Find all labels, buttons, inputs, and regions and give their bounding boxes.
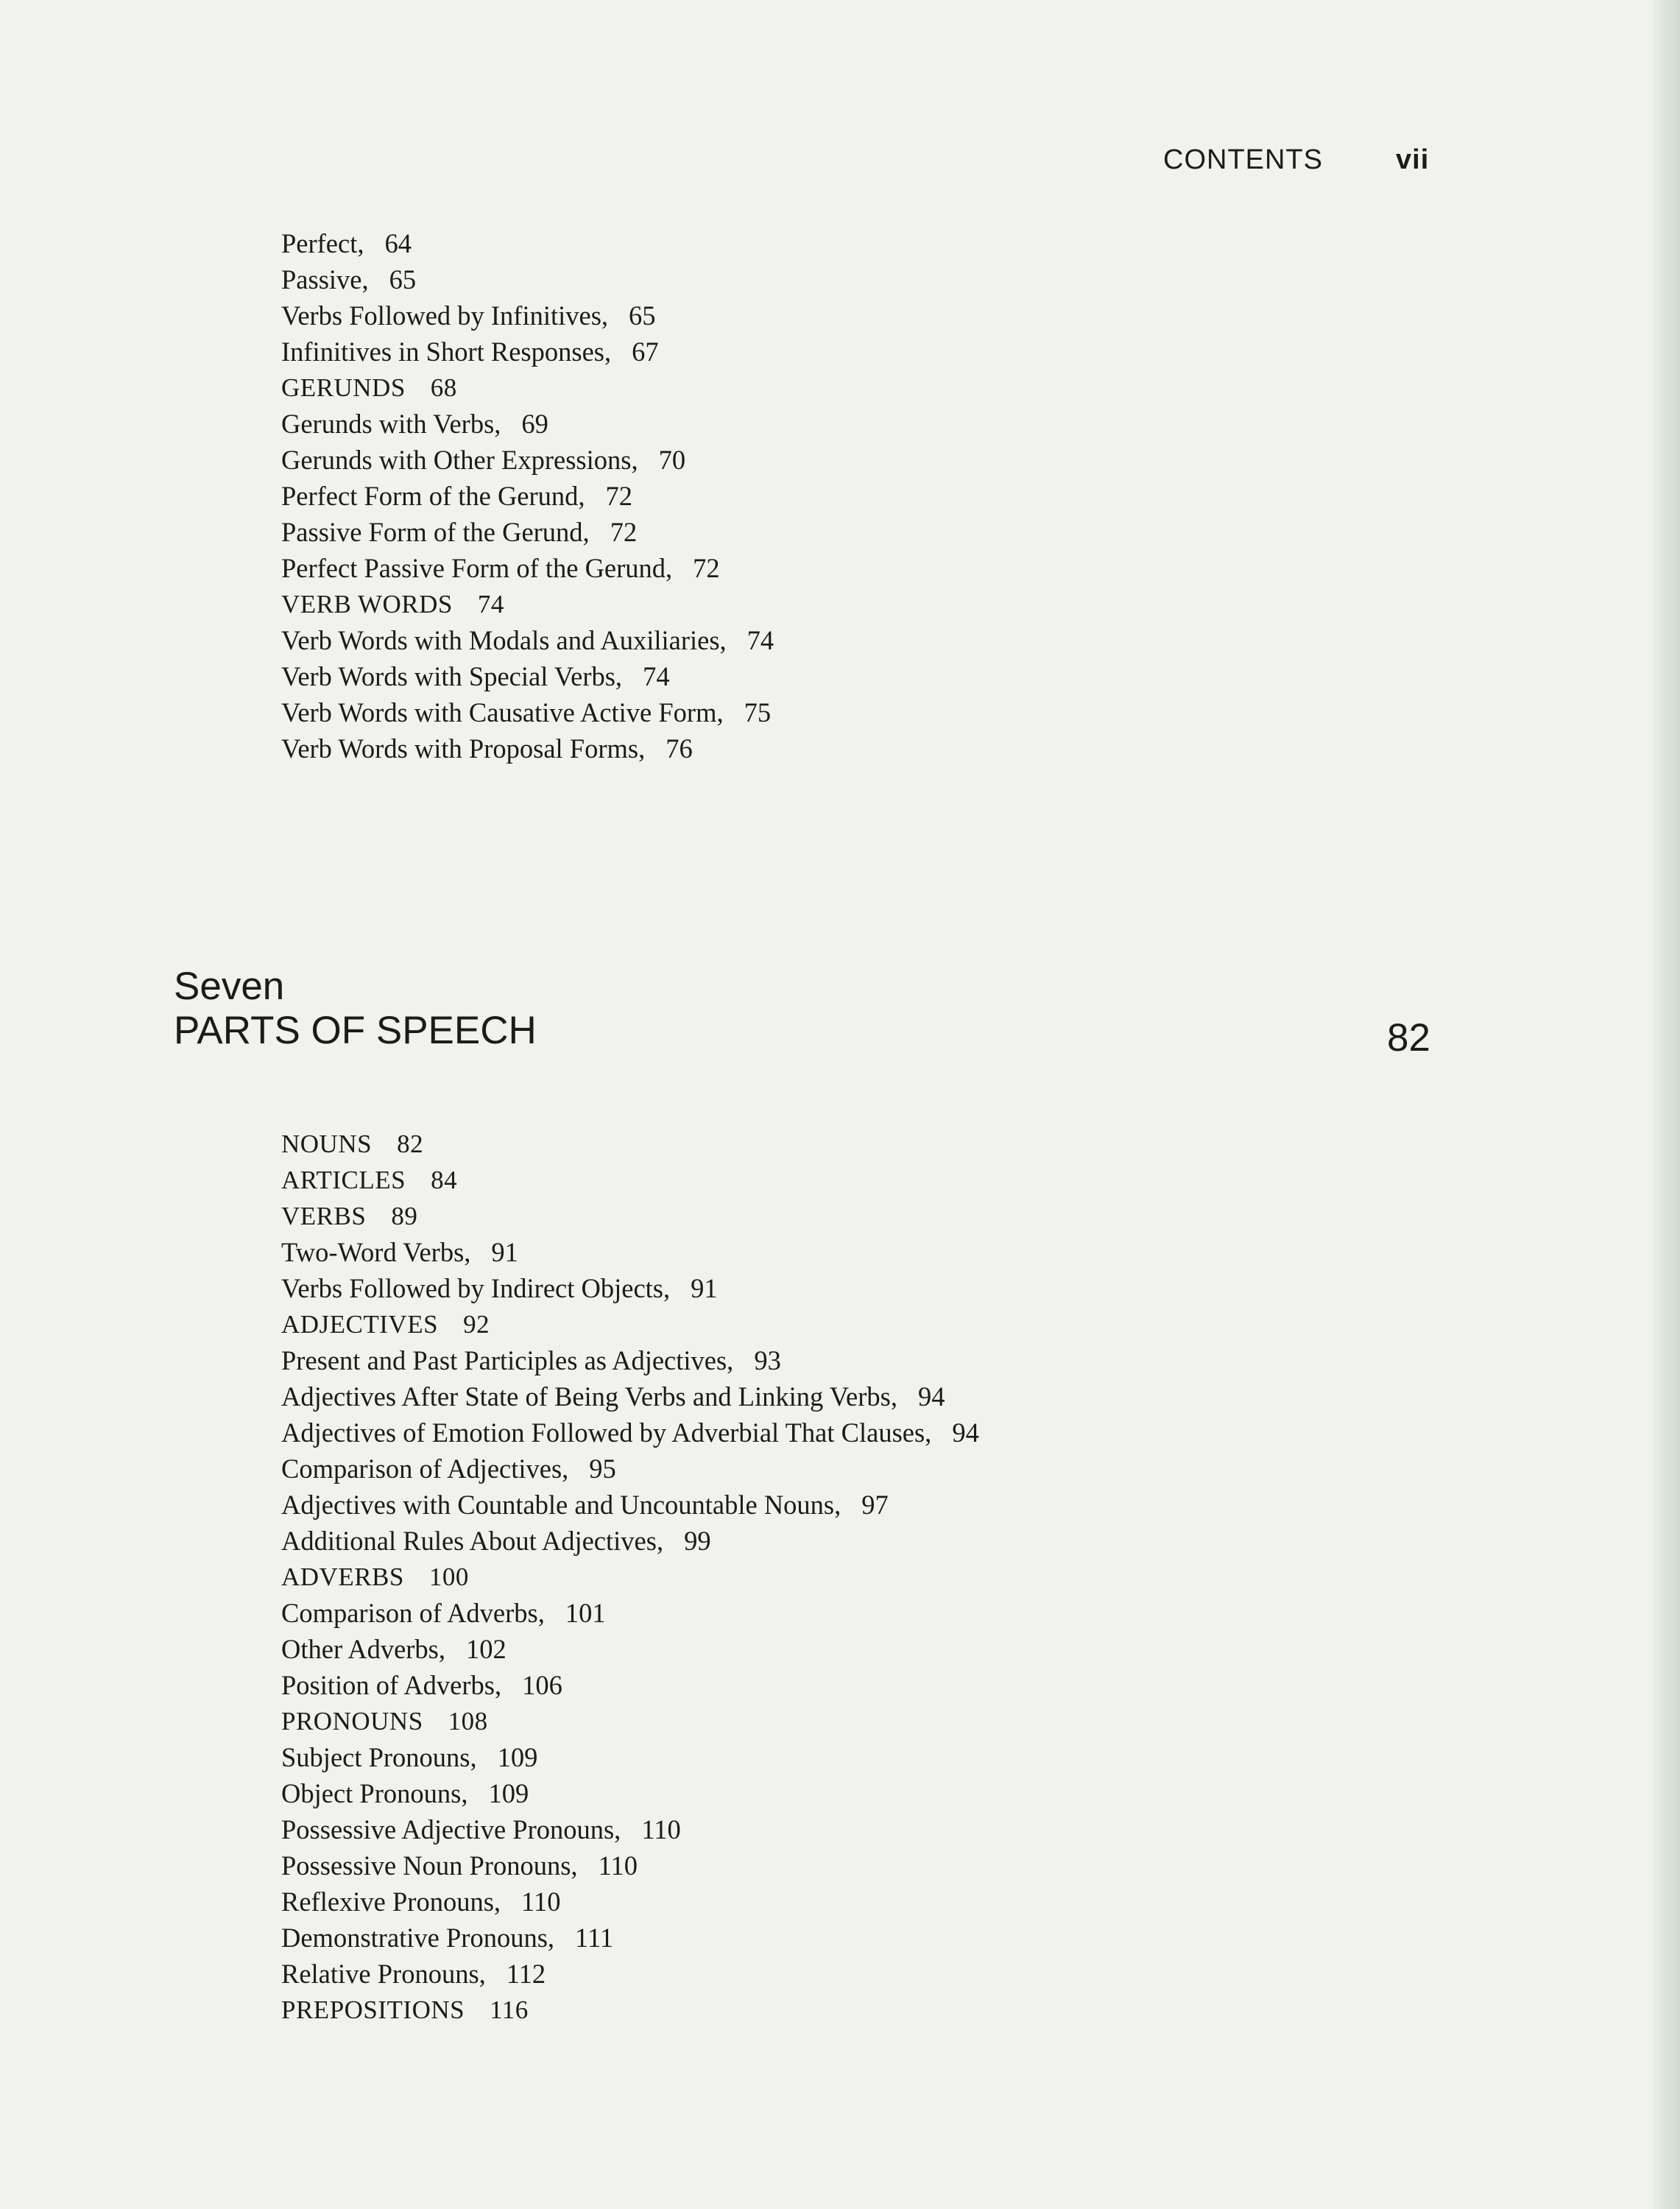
toc-section-entry [281,1306,979,1342]
toc-entry-label: ADJECTIVES [281,1310,439,1339]
toc-subsection-entry [281,297,774,334]
toc-entry-page: 91 [491,1237,518,1267]
toc-entry-page: 72 [605,481,633,511]
toc-entry-page: 67 [632,337,659,367]
toc-subsection-entry [281,1884,979,1920]
toc-entry-page: 68 [430,373,457,402]
page-edge-shadow [1651,0,1680,2209]
toc-entry-page: 106 [522,1670,562,1700]
toc-entry-label: Possessive Adjective Pronouns, [281,1814,621,1845]
toc-entry-label: GERUNDS [281,373,406,402]
toc-subsection-entry [281,694,774,730]
running-header-page-number: vii [1396,144,1430,175]
running-header [1163,144,1443,181]
toc-subsection-entry [281,1414,979,1451]
toc-entry-page: 74 [477,590,504,619]
toc-subsection-entry [281,1811,979,1847]
toc-entry-label: Possessive Noun Pronouns, [281,1850,578,1881]
toc-entry-label: Adjectives After State of Being Verbs and Linking Verbs, [281,1381,897,1412]
toc-list-chapter-seven [281,1126,979,2028]
toc-entry-page: 64 [384,228,412,258]
toc-entry-page: 116 [490,1995,529,2024]
chapter-title: PARTS OF SPEECH [174,1009,537,1052]
toc-entry-label: Gerunds with Other Expressions, [281,445,638,475]
toc-entry-label: Comparison of Adverbs, [281,1598,545,1628]
toc-subsection-entry [281,1847,979,1884]
toc-entry-page: 99 [684,1526,711,1556]
toc-entry-label: Two-Word Verbs, [281,1237,471,1267]
toc-entry-page: 75 [744,697,772,727]
chapter-number: Seven [174,965,285,1008]
toc-entry-label: Passive, [281,264,369,295]
toc-entry-label: VERBS [281,1202,367,1230]
toc-entry-label: Present and Past Participles as Adjectives, [281,1345,734,1375]
chapter-heading [174,965,1430,1068]
toc-section-entry [281,1198,979,1234]
toc-entry-label: Relative Pronouns, [281,1959,486,1989]
toc-entry-page: 93 [754,1345,781,1375]
toc-subsection-entry [281,1451,979,1487]
toc-entry-page: 109 [497,1742,538,1772]
toc-entry-page: 112 [506,1959,546,1989]
toc-subsection-entry [281,550,774,586]
toc-entry-page: 111 [575,1923,614,1953]
toc-entry-page: 72 [693,553,720,583]
toc-entry-page: 110 [641,1814,681,1845]
toc-subsection-entry [281,478,774,514]
toc-subsection-entry [281,1595,979,1631]
toc-entry-page: 84 [431,1166,458,1194]
toc-entry-page: 101 [565,1598,606,1628]
toc-subsection-entry [281,514,774,550]
toc-entry-page: 102 [466,1634,507,1664]
toc-subsection-entry [281,1920,979,1956]
toc-entry-page: 100 [428,1562,469,1591]
toc-entry-label: Verb Words with Proposal Forms, [281,733,646,764]
toc-subsection-entry [281,730,774,767]
toc-subsection-entry [281,1234,979,1270]
toc-subsection-entry [281,442,774,478]
toc-entry-page: 74 [643,661,670,691]
toc-entry-label: Adjectives with Countable and Uncountable Nouns, [281,1490,841,1520]
toc-entry-label: Adjectives of Emotion Followed by Adverbial That Clauses, [281,1417,932,1448]
toc-section-entry [281,1126,979,1162]
toc-section-entry [281,1992,979,2028]
toc-subsection-entry [281,406,774,442]
toc-entry-page: 65 [629,300,656,331]
toc-entry-page: 65 [389,264,417,295]
toc-entry-label: NOUNS [281,1130,373,1158]
toc-entry-page: 72 [610,517,638,547]
toc-subsection-entry [281,225,774,261]
toc-entry-label: PRONOUNS [281,1707,423,1736]
toc-entry-label: Demonstrative Pronouns, [281,1923,555,1953]
toc-entry-page: 70 [658,445,686,475]
toc-entry-label: ADVERBS [281,1562,404,1591]
toc-entry-page: 92 [463,1310,490,1339]
toc-entry-label: Subject Pronouns, [281,1742,477,1772]
toc-entry-label: Other Adverbs, [281,1634,446,1664]
toc-entry-page: 74 [747,625,774,655]
toc-section-entry [281,586,774,622]
toc-list-continued [281,225,774,767]
toc-entry-label: ARTICLES [281,1166,406,1194]
toc-entry-page: 95 [589,1454,616,1484]
toc-section-entry [281,370,774,406]
toc-subsection-entry [281,261,774,297]
toc-section-entry [281,1162,979,1198]
toc-subsection-entry [281,1956,979,1992]
toc-entry-page: 69 [521,409,548,439]
toc-entry-label: Verb Words with Special Verbs, [281,661,623,691]
toc-entry-label: Position of Adverbs, [281,1670,502,1700]
toc-entry-page: 76 [666,733,693,764]
toc-entry-label: Perfect Form of the Gerund, [281,481,585,511]
toc-section-entry [281,1703,979,1739]
toc-entry-page: 89 [391,1202,418,1230]
toc-entry-page: 94 [918,1381,945,1412]
toc-subsection-entry [281,622,774,658]
toc-entry-page: 91 [691,1273,718,1303]
toc-entry-label: Passive Form of the Gerund, [281,517,590,547]
toc-subsection-entry [281,1775,979,1811]
toc-entry-label: Verb Words with Modals and Auxiliaries, [281,625,727,655]
toc-entry-label: Gerunds with Verbs, [281,409,501,439]
toc-section-entry [281,1559,979,1595]
toc-entry-label: Perfect, [281,228,364,258]
toc-entry-label: VERB WORDS [281,590,453,619]
toc-entry-page: 97 [861,1490,889,1520]
chapter-page-number: 82 [1387,1016,1430,1060]
toc-entry-label: Verbs Followed by Infinitives, [281,300,609,331]
toc-subsection-entry [281,1523,979,1559]
toc-entry-page: 110 [598,1850,638,1881]
running-header-title: CONTENTS [1163,144,1323,175]
toc-entry-page: 109 [488,1778,529,1808]
toc-subsection-entry [281,1739,979,1775]
toc-subsection-entry [281,658,774,694]
toc-entry-label: Verb Words with Causative Active Form, [281,697,724,727]
toc-subsection-entry [281,1487,979,1523]
toc-entry-label: Infinitives in Short Responses, [281,337,612,367]
toc-entry-label: Reflexive Pronouns, [281,1886,501,1917]
toc-entry-page: 82 [397,1130,424,1158]
toc-subsection-entry [281,1631,979,1667]
toc-entry-label: PREPOSITIONS [281,1995,465,2024]
toc-entry-page: 94 [952,1417,979,1448]
toc-entry-label: Object Pronouns, [281,1778,468,1808]
toc-entry-page: 108 [448,1707,488,1736]
toc-entry-label: Comparison of Adjectives, [281,1454,569,1484]
toc-entry-page: 110 [521,1886,561,1917]
toc-subsection-entry [281,1378,979,1414]
toc-entry-label: Perfect Passive Form of the Gerund, [281,553,673,583]
toc-subsection-entry [281,1667,979,1703]
toc-subsection-entry [281,334,774,370]
toc-subsection-entry [281,1270,979,1306]
toc-entry-label: Verbs Followed by Indirect Objects, [281,1273,671,1303]
toc-entry-label: Additional Rules About Adjectives, [281,1526,664,1556]
toc-subsection-entry [281,1342,979,1378]
